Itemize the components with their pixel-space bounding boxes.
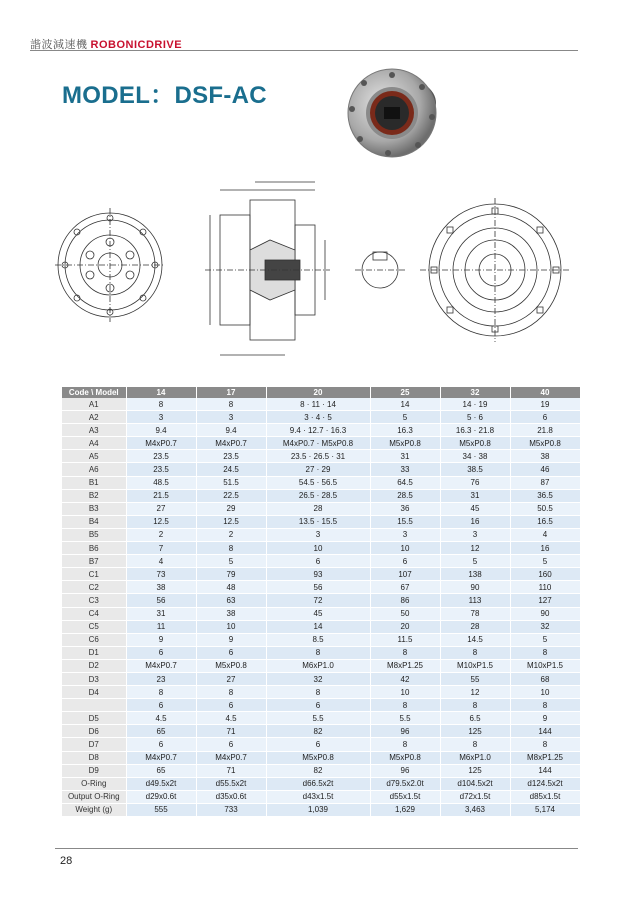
table-cell: M5xP0.8 (196, 659, 266, 672)
table-row (62, 803, 580, 816)
table-cell: 19 (510, 398, 580, 411)
table-cell: 6 (126, 738, 196, 751)
table-cell: 16.3 (370, 424, 440, 437)
table-cell: 5 (370, 411, 440, 424)
row-code: D2 (62, 659, 126, 672)
table-cell: M5xP0.8 (370, 751, 440, 764)
table-cell: 79 (196, 568, 266, 581)
table-cell: 6.5 (440, 712, 510, 725)
column-header-model: 25 (370, 387, 440, 398)
table-cell: 8 (510, 738, 580, 751)
table-cell: M4xP0.7 (196, 751, 266, 764)
table-cell: 16 (440, 515, 510, 528)
table-row (62, 398, 580, 411)
table-cell: 51.5 (196, 476, 266, 489)
table-cell: 78 (440, 607, 510, 620)
table-cell: d29x0.6t (126, 790, 196, 803)
table-cell: 11 (126, 620, 196, 633)
table-cell: 7 (126, 542, 196, 555)
table-cell: M5xP0.8 (510, 437, 580, 450)
row-code: B4 (62, 515, 126, 528)
table-cell: 3,463 (440, 803, 510, 816)
table-cell: 8 (510, 646, 580, 659)
row-code: A2 (62, 411, 126, 424)
table-cell: 82 (266, 764, 370, 777)
table-cell: 45 (266, 607, 370, 620)
table-cell: 6 (196, 699, 266, 712)
table-cell: 16.3 · 21.8 (440, 424, 510, 437)
column-header-model: 14 (126, 387, 196, 398)
row-code: B3 (62, 502, 126, 515)
table-cell: 6 (196, 646, 266, 659)
table-cell: d85x1.5t (510, 790, 580, 803)
table-cell: 8.5 (266, 633, 370, 646)
row-code: A5 (62, 450, 126, 463)
table-cell: d104.5x2t (440, 777, 510, 790)
table-row (62, 738, 580, 751)
row-code: C1 (62, 568, 126, 581)
table-cell: 144 (510, 725, 580, 738)
table-row (62, 777, 580, 790)
table-row (62, 659, 580, 672)
table-cell: 32 (510, 620, 580, 633)
table-cell: d72x1.5t (440, 790, 510, 803)
table-cell: 54.5 · 56.5 (266, 476, 370, 489)
row-code: C4 (62, 607, 126, 620)
table-cell: 3 (440, 528, 510, 541)
row-code: Output O-Ring (62, 790, 126, 803)
row-code: C2 (62, 581, 126, 594)
table-cell: 14 (370, 398, 440, 411)
table-cell: M4xP0.7 (126, 659, 196, 672)
table-cell: 96 (370, 764, 440, 777)
table-cell: 8 (126, 686, 196, 699)
row-code: D3 (62, 672, 126, 685)
table-row (62, 476, 580, 489)
table-cell: 9.4 (196, 424, 266, 437)
row-code: D9 (62, 764, 126, 777)
table-cell: 3 (266, 528, 370, 541)
row-code: B5 (62, 528, 126, 541)
table-cell: 138 (440, 568, 510, 581)
row-code: O-Ring (62, 777, 126, 790)
table-cell: 8 (510, 699, 580, 712)
table-cell: M4xP0.7 · M5xP0.8 (266, 437, 370, 450)
table-cell: 76 (440, 476, 510, 489)
table-cell: 8 (196, 542, 266, 555)
table-row (62, 712, 580, 725)
table-cell: 23.5 · 26.5 · 31 (266, 450, 370, 463)
table-cell: 93 (266, 568, 370, 581)
table-cell: 56 (126, 594, 196, 607)
table-cell: 27 (126, 502, 196, 515)
table-cell: 110 (510, 581, 580, 594)
table-cell: 38.5 (440, 463, 510, 476)
table-cell: 23.5 (126, 450, 196, 463)
footer-divider (55, 848, 578, 849)
table-cell: 28.5 (370, 489, 440, 502)
table-cell: 5 (510, 555, 580, 568)
table-cell: d124.5x2t (510, 777, 580, 790)
table-cell: 45 (440, 502, 510, 515)
table-cell: 8 (266, 646, 370, 659)
table-cell: 4 (126, 555, 196, 568)
table-cell: 6 (510, 411, 580, 424)
table-cell: 27 (196, 672, 266, 685)
table-row (62, 568, 580, 581)
table-cell: 3 · 4 · 5 (266, 411, 370, 424)
table-cell: 33 (370, 463, 440, 476)
table-cell: 31 (370, 450, 440, 463)
table-cell: 10 (196, 620, 266, 633)
table-cell: 10 (370, 686, 440, 699)
table-cell: 125 (440, 725, 510, 738)
table-cell: 67 (370, 581, 440, 594)
table-cell: 23.5 (196, 450, 266, 463)
table-row (62, 751, 580, 764)
table-row (62, 790, 580, 803)
table-cell: M4xP0.7 (196, 437, 266, 450)
table-cell: 3 (196, 411, 266, 424)
table-row (62, 528, 580, 541)
table-cell: 14.5 (440, 633, 510, 646)
table-cell: 55 (440, 672, 510, 685)
table-cell: 5.5 (370, 712, 440, 725)
table-cell: d55.5x2t (196, 777, 266, 790)
table-header (62, 387, 580, 398)
table-cell: 12 (440, 542, 510, 555)
table-cell: 6 (266, 738, 370, 751)
table-row (62, 581, 580, 594)
table-cell: 27 · 29 (266, 463, 370, 476)
table-cell: 6 (196, 738, 266, 751)
table-cell: 5.5 (266, 712, 370, 725)
table-row (62, 515, 580, 528)
table-row (62, 764, 580, 777)
table-cell: 36 (370, 502, 440, 515)
table-row (62, 463, 580, 476)
table-cell: 8 (196, 398, 266, 411)
table-cell: 10 (510, 686, 580, 699)
table-cell: 127 (510, 594, 580, 607)
table-cell: M5xP0.8 (266, 751, 370, 764)
table-cell: 3 (126, 411, 196, 424)
table-cell: 23.5 (126, 463, 196, 476)
table-row (62, 646, 580, 659)
table-cell: 107 (370, 568, 440, 581)
table-cell: 8 (370, 738, 440, 751)
table-row (62, 489, 580, 502)
row-code: A3 (62, 424, 126, 437)
table-row (62, 725, 580, 738)
table-cell: 23 (126, 672, 196, 685)
table-cell: 38 (126, 581, 196, 594)
table-cell: 5 · 6 (440, 411, 510, 424)
row-code: C5 (62, 620, 126, 633)
table-cell: 6 (370, 555, 440, 568)
table-cell: 1,629 (370, 803, 440, 816)
table-cell: 26.5 · 28.5 (266, 489, 370, 502)
row-code: A1 (62, 398, 126, 411)
table-cell: 31 (126, 607, 196, 620)
table-cell: 72 (266, 594, 370, 607)
table-row (62, 502, 580, 515)
table-cell: d35x0.6t (196, 790, 266, 803)
row-code: B7 (62, 555, 126, 568)
table-row (62, 594, 580, 607)
table-cell: 71 (196, 764, 266, 777)
table-cell: 8 (370, 699, 440, 712)
table-cell: 10 (370, 542, 440, 555)
table-cell: 34 · 38 (440, 450, 510, 463)
table-cell: 5 (196, 555, 266, 568)
row-code: B6 (62, 542, 126, 555)
row-code: A6 (62, 463, 126, 476)
model-title: MODEL：DSF-AC (62, 82, 267, 109)
table-cell: 4 (510, 528, 580, 541)
table-cell: 32 (266, 672, 370, 685)
table-cell: 12 (440, 686, 510, 699)
table-cell: 24.5 (196, 463, 266, 476)
table-cell: 14 (266, 620, 370, 633)
table-cell: 65 (126, 764, 196, 777)
table-cell: 9 (196, 633, 266, 646)
table-cell: 8 · 11 · 14 (266, 398, 370, 411)
table-cell: 71 (196, 725, 266, 738)
table-cell: M6xP1.0 (440, 751, 510, 764)
table-cell: 6 (266, 555, 370, 568)
row-code: B2 (62, 489, 126, 502)
table-cell: 36.5 (510, 489, 580, 502)
table-cell: 63 (196, 594, 266, 607)
table-row (62, 686, 580, 699)
table-cell: M8xP1.25 (510, 751, 580, 764)
table-cell: 64.5 (370, 476, 440, 489)
table-cell: 13.5 · 15.5 (266, 515, 370, 528)
table-cell: 8 (370, 646, 440, 659)
table-cell: 9 (510, 712, 580, 725)
table-cell: 8 (440, 699, 510, 712)
table-cell: 8 (440, 738, 510, 751)
table-cell: d55x1.5t (370, 790, 440, 803)
table-cell: 50 (370, 607, 440, 620)
table-row (62, 620, 580, 633)
table-cell: 48 (196, 581, 266, 594)
table-cell: 8 (196, 686, 266, 699)
table-row (62, 672, 580, 685)
table-cell: 10 (266, 542, 370, 555)
table-cell: 15.5 (370, 515, 440, 528)
table-cell: 56 (266, 581, 370, 594)
table-cell: 87 (510, 476, 580, 489)
row-code: C6 (62, 633, 126, 646)
row-code: D4 (62, 686, 126, 699)
table-cell: 8 (126, 398, 196, 411)
row-code: A4 (62, 437, 126, 450)
table-cell: 96 (370, 725, 440, 738)
table-cell: 90 (510, 607, 580, 620)
table-cell: 12.5 (196, 515, 266, 528)
table-cell: 28 (440, 620, 510, 633)
table-cell: 113 (440, 594, 510, 607)
table-cell: 555 (126, 803, 196, 816)
table-cell: 50.5 (510, 502, 580, 515)
table-cell: 5 (510, 633, 580, 646)
product-photo (340, 55, 450, 165)
table-cell: 1,039 (266, 803, 370, 816)
table-body (62, 398, 580, 817)
table-cell: M4xP0.7 (126, 437, 196, 450)
table-row (62, 607, 580, 620)
table-cell: 16 (510, 542, 580, 555)
table-cell: 160 (510, 568, 580, 581)
table-cell: 46 (510, 463, 580, 476)
column-header-model: 17 (196, 387, 266, 398)
column-header-code: Code \ Model (62, 387, 126, 398)
table-cell: 86 (370, 594, 440, 607)
table-cell: d43x1.5t (266, 790, 370, 803)
table-cell: 6 (126, 646, 196, 659)
row-code: B1 (62, 476, 126, 489)
table-row (62, 450, 580, 463)
table-cell: M6xP1.0 (266, 659, 370, 672)
row-code: D6 (62, 725, 126, 738)
table-cell: 9 (126, 633, 196, 646)
table-cell: 12.5 (126, 515, 196, 528)
table-cell: d66.5x2t (266, 777, 370, 790)
table-cell: 48.5 (126, 476, 196, 489)
column-header-model: 40 (510, 387, 580, 398)
table-cell: 4.5 (126, 712, 196, 725)
table-cell: 5 (440, 555, 510, 568)
table-cell: 29 (196, 502, 266, 515)
table-cell: 9.4 · 12.7 · 16.3 (266, 424, 370, 437)
table-cell: 6 (266, 699, 370, 712)
row-code: D7 (62, 738, 126, 751)
specification-table (62, 387, 581, 817)
table-cell: 42 (370, 672, 440, 685)
table-cell: 82 (266, 725, 370, 738)
column-header-model: 32 (440, 387, 510, 398)
table-cell: 20 (370, 620, 440, 633)
table-cell: 14 · 19 (440, 398, 510, 411)
table-cell: 16.5 (510, 515, 580, 528)
row-code: D8 (62, 751, 126, 764)
table-cell: M5xP0.8 (440, 437, 510, 450)
table-cell: M10xP1.5 (440, 659, 510, 672)
table-cell: d79.5x2.0t (370, 777, 440, 790)
table-cell: 11.5 (370, 633, 440, 646)
table-cell: 31 (440, 489, 510, 502)
table-row (62, 424, 580, 437)
table-row (62, 411, 580, 424)
table-cell: 9.4 (126, 424, 196, 437)
table-cell: 21.8 (510, 424, 580, 437)
table-cell: 125 (440, 764, 510, 777)
table-cell: 38 (510, 450, 580, 463)
table-cell: 65 (126, 725, 196, 738)
table-cell: 2 (126, 528, 196, 541)
table-cell: M4xP0.7 (126, 751, 196, 764)
table-cell: 8 (440, 646, 510, 659)
row-code: C3 (62, 594, 126, 607)
table-cell: d49.5x2t (126, 777, 196, 790)
table-row (62, 633, 580, 646)
table-cell: 3 (370, 528, 440, 541)
table-cell: M10xP1.5 (510, 659, 580, 672)
header-divider (30, 50, 578, 51)
table-cell: 8 (266, 686, 370, 699)
table-cell: 28 (266, 502, 370, 515)
table-cell: 733 (196, 803, 266, 816)
row-code: Weight (g) (62, 803, 126, 816)
table-cell: M5xP0.8 (370, 437, 440, 450)
row-code (62, 699, 126, 712)
table-cell: 144 (510, 764, 580, 777)
table-cell: 6 (126, 699, 196, 712)
page-number: 28 (60, 855, 73, 867)
table-row (62, 555, 580, 568)
brand-name: ROBONICDRIVE (90, 39, 183, 51)
table-cell: M8xP1.25 (370, 659, 440, 672)
table-cell: 21.5 (126, 489, 196, 502)
row-code: D5 (62, 712, 126, 725)
table-cell: 38 (196, 607, 266, 620)
table-cell: 5,174 (510, 803, 580, 816)
table-row (62, 437, 580, 450)
table-row (62, 699, 580, 712)
table-row (62, 542, 580, 555)
table-cell: 22.5 (196, 489, 266, 502)
table-cell: 4.5 (196, 712, 266, 725)
table-cell: 68 (510, 672, 580, 685)
table-cell: 90 (440, 581, 510, 594)
brand-cn: 諧波減速機 (30, 39, 88, 51)
column-header-model: 20 (266, 387, 370, 398)
table-cell: 2 (196, 528, 266, 541)
technical-drawings (55, 170, 575, 380)
table-cell: 73 (126, 568, 196, 581)
row-code: D1 (62, 646, 126, 659)
